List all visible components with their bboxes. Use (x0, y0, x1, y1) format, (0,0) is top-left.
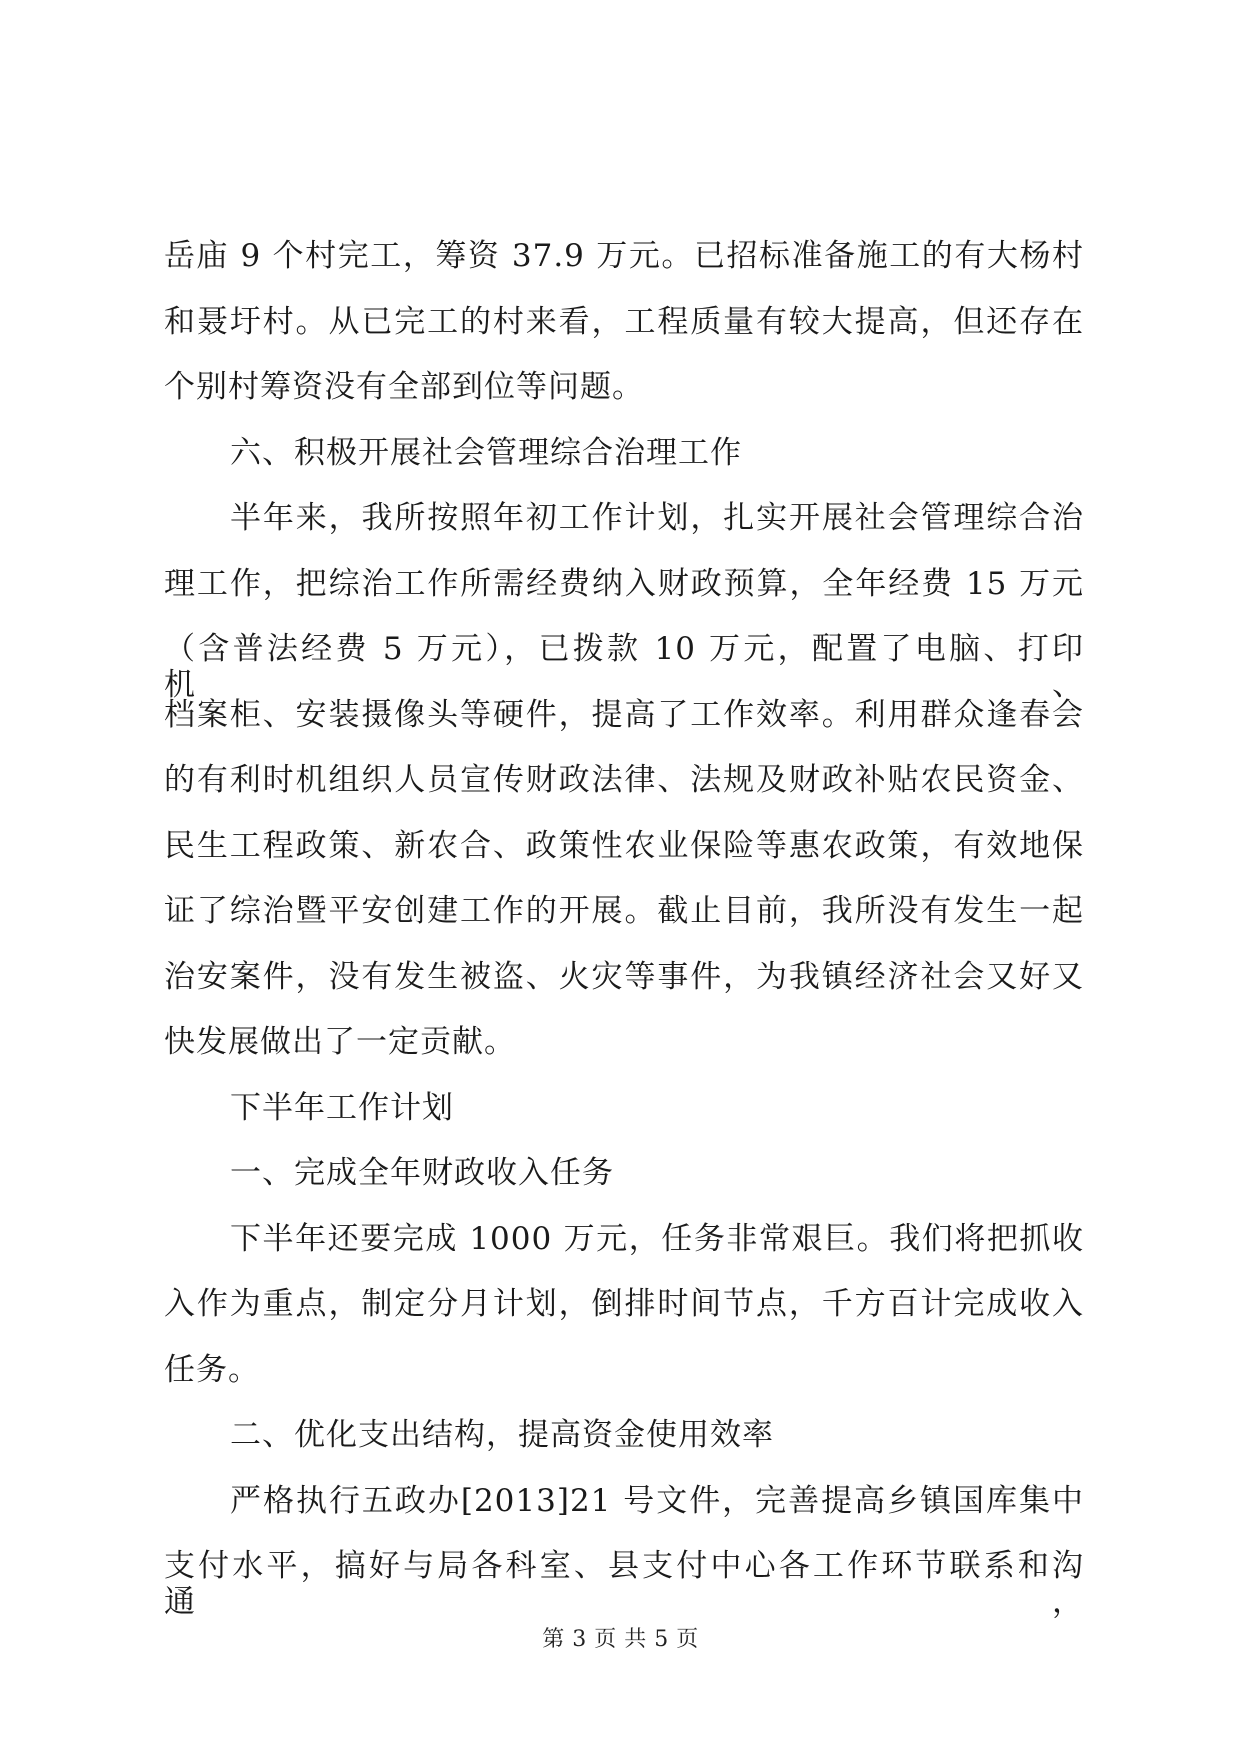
text-line-content: 下半年还要完成 1000 万元，任务非常艰巨。我们将把抓收 (230, 1220, 1084, 1257)
text-line (164, 814, 1084, 880)
text-line-content: 严格执行五政办[2013]21 号文件，完善提高乡镇国库集中 (230, 1482, 1084, 1519)
text-line (164, 945, 1084, 1011)
text-line-content: 证了综治暨平安创建工作的开展。截止目前，我所没有发生一起 (164, 893, 1084, 929)
text-line (164, 1469, 1084, 1535)
text-line (164, 1272, 1084, 1338)
text-line (164, 290, 1084, 356)
body-text (164, 224, 1084, 1620)
text-line (164, 1010, 1084, 1076)
text-line (164, 355, 1084, 421)
text-line (164, 1207, 1084, 1273)
text-line (164, 421, 1084, 487)
text-line (164, 1141, 1084, 1207)
text-line-content: 二、优化支出结构，提高资金使用效率 (230, 1417, 774, 1453)
text-line (164, 1534, 1084, 1620)
text-line (164, 879, 1084, 945)
text-line-content: 的有利时机组织人员宣传财政法律、法规及财政补贴农民资金、 (164, 762, 1084, 798)
text-line (164, 1338, 1084, 1404)
text-line-content: 入作为重点，制定分月计划，倒排时间节点，千方百计完成收入 (164, 1286, 1084, 1322)
text-line-content: 六、积极开展社会管理综合治理工作 (230, 434, 742, 471)
text-line-content: 治安案件，没有发生被盗、火灾等事件，为我镇经济社会又好又 (164, 958, 1084, 995)
text-line (164, 683, 1084, 749)
text-line (164, 1403, 1084, 1469)
text-line (164, 1076, 1084, 1142)
text-line-content: 民生工程政策、新农合、政策性农业保险等惠农政策，有效地保 (164, 827, 1084, 864)
text-line-content: 和聂圩村。从已完工的村来看，工程质量有较大提高，但还存在 (164, 303, 1084, 340)
page-footer: 第 3 页 共 5 页 (542, 1627, 699, 1652)
text-line-content: 支付水平，搞好与局各科室、县支付中心各工作环节联系和沟通， (164, 1548, 1084, 1620)
text-line-content: 任务。 (164, 1351, 260, 1388)
text-line-content: 档案柜、安装摄像头等硬件，提高了工作效率。利用群众逢春会 (164, 696, 1084, 733)
text-line (164, 486, 1084, 552)
text-line-content: （含普法经费 5 万元），已拨款 10 万元，配置了电脑、打印机、 (164, 631, 1084, 703)
text-line-content: 个别村筹资没有全部到位等问题。 (164, 369, 644, 405)
text-line-content: 下半年工作计划 (230, 1089, 454, 1126)
text-line (164, 552, 1084, 618)
text-line (164, 617, 1084, 703)
text-line-content: 岳庙 9 个村完工，筹资 37.9 万元。已招标准备施工的有大杨村 (164, 238, 1084, 274)
text-line-content: 快发展做出了一定贡献。 (164, 1024, 516, 1060)
text-line (164, 748, 1084, 814)
text-line (164, 224, 1084, 290)
text-line-content: 一、完成全年财政收入任务 (230, 1155, 614, 1191)
text-line-content: 理工作，把综治工作所需经费纳入财政预算，全年经费 15 万元 (164, 565, 1084, 602)
text-line-content: 半年来，我所按照年初工作计划，扎实开展社会管理综合治 (230, 500, 1084, 536)
